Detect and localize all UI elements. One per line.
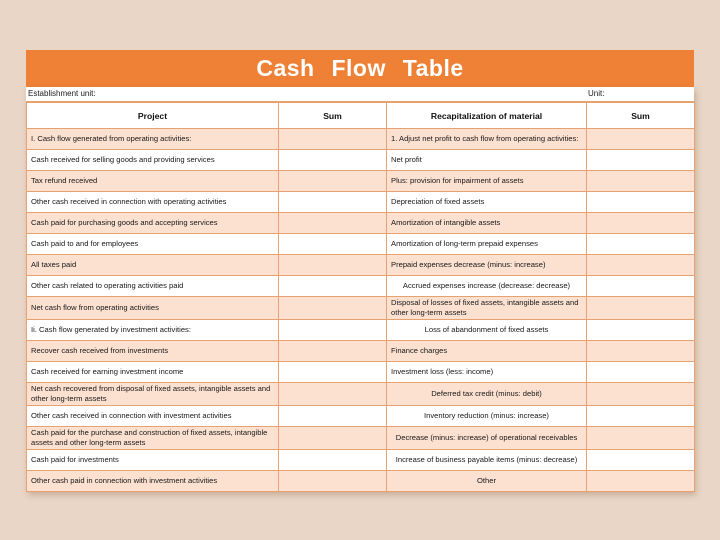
recap-cell: Decrease (minus: increase) of operational receivables xyxy=(387,427,587,450)
recap-cell: Accrued expenses increase (decrease: decrease) xyxy=(387,276,587,297)
recap-cell: Prepaid expenses decrease (minus: increase) xyxy=(387,255,587,276)
project-cell: Cash paid for the purchase and construction of fixed assets, intangible assets and other long-term assets xyxy=(27,427,279,450)
column-header-recapitalization: Recapitalization of material xyxy=(387,103,587,129)
recap-cell: Amortization of intangible assets xyxy=(387,213,587,234)
project-sum-cell[interactable] xyxy=(279,471,387,492)
title-banner xyxy=(26,50,694,87)
project-sum-cell[interactable] xyxy=(279,213,387,234)
project-cell: Net cash flow from operating activities xyxy=(27,297,279,320)
table-row xyxy=(27,362,695,383)
project-cell: Cash paid for purchasing goods and accepting services xyxy=(27,213,279,234)
project-cell: Other cash received in connection with operating activities xyxy=(27,192,279,213)
recap-sum-cell[interactable] xyxy=(587,362,695,383)
recap-sum-cell[interactable] xyxy=(587,406,695,427)
unit-label: Unit: xyxy=(588,89,605,98)
column-header-project: Project xyxy=(27,103,279,129)
table-head xyxy=(27,103,695,129)
recap-cell: Inventory reduction (minus: increase) xyxy=(387,406,587,427)
project-cell: All taxes paid xyxy=(27,255,279,276)
meta-row xyxy=(26,87,694,102)
recap-cell: Finance charges xyxy=(387,341,587,362)
recap-cell: Investment loss (less: income) xyxy=(387,362,587,383)
recap-cell: 1. Adjust net profit to cash flow from operating activities: xyxy=(387,129,587,150)
project-sum-cell[interactable] xyxy=(279,383,387,406)
project-cell: Other cash received in connection with investment activities xyxy=(27,406,279,427)
project-cell: Ii. Cash flow generated by investment activities: xyxy=(27,320,279,341)
recap-cell: Net profit xyxy=(387,150,587,171)
table-row xyxy=(27,129,695,150)
recap-cell: Loss of abandonment of fixed assets xyxy=(387,320,587,341)
recap-cell: Other xyxy=(387,471,587,492)
table-row xyxy=(27,341,695,362)
recap-sum-cell[interactable] xyxy=(587,341,695,362)
table-row xyxy=(27,427,695,450)
table-row xyxy=(27,255,695,276)
recap-sum-cell[interactable] xyxy=(587,383,695,406)
project-sum-cell[interactable] xyxy=(279,320,387,341)
establishment-unit-label: Establishment unit: xyxy=(26,87,586,101)
header-row xyxy=(27,103,695,129)
recap-sum-cell[interactable] xyxy=(587,234,695,255)
project-sum-cell[interactable] xyxy=(279,234,387,255)
project-sum-cell[interactable] xyxy=(279,297,387,320)
table-row xyxy=(27,383,695,406)
cash-flow-table xyxy=(26,102,695,492)
project-cell: Net cash recovered from disposal of fixed assets, intangible assets and other long-term assets xyxy=(27,383,279,406)
table-row xyxy=(27,192,695,213)
project-sum-cell[interactable] xyxy=(279,150,387,171)
recap-sum-cell[interactable] xyxy=(587,276,695,297)
project-cell: Cash paid to and for employees xyxy=(27,234,279,255)
page-title: Cash Flow Table xyxy=(256,55,464,81)
project-sum-cell[interactable] xyxy=(279,406,387,427)
recap-sum-cell[interactable] xyxy=(587,427,695,450)
recap-sum-cell[interactable] xyxy=(587,213,695,234)
table-row xyxy=(27,471,695,492)
project-cell: Other cash paid in connection with investment activities xyxy=(27,471,279,492)
recap-sum-cell[interactable] xyxy=(587,129,695,150)
table-body xyxy=(27,129,695,492)
project-cell: Other cash related to operating activities paid xyxy=(27,276,279,297)
recap-cell: Plus: provision for impairment of assets xyxy=(387,171,587,192)
project-cell: Cash received for earning investment income xyxy=(27,362,279,383)
recap-cell: Depreciation of fixed assets xyxy=(387,192,587,213)
recap-sum-cell[interactable] xyxy=(587,255,695,276)
project-cell: Recover cash received from investments xyxy=(27,341,279,362)
project-sum-cell[interactable] xyxy=(279,192,387,213)
project-sum-cell[interactable] xyxy=(279,450,387,471)
table-row xyxy=(27,320,695,341)
project-cell: Tax refund received xyxy=(27,171,279,192)
table-row xyxy=(27,171,695,192)
project-cell: Cash received for selling goods and providing services xyxy=(27,150,279,171)
recap-cell: Disposal of losses of fixed assets, intangible assets and other long-term assets xyxy=(387,297,587,320)
recap-sum-cell[interactable] xyxy=(587,150,695,171)
project-sum-cell[interactable] xyxy=(279,129,387,150)
recap-cell: Amortization of long-term prepaid expenses xyxy=(387,234,587,255)
project-sum-cell[interactable] xyxy=(279,276,387,297)
table-row xyxy=(27,406,695,427)
recap-sum-cell[interactable] xyxy=(587,471,695,492)
project-sum-cell[interactable] xyxy=(279,427,387,450)
project-sum-cell[interactable] xyxy=(279,255,387,276)
column-header-sum-right: Sum xyxy=(587,103,695,129)
recap-cell: Deferred tax credit (minus: debit) xyxy=(387,383,587,406)
table-row xyxy=(27,276,695,297)
table-row xyxy=(27,450,695,471)
recap-sum-cell[interactable] xyxy=(587,450,695,471)
table-row xyxy=(27,234,695,255)
project-cell: I. Cash flow generated from operating activities: xyxy=(27,129,279,150)
table-row xyxy=(27,213,695,234)
cash-flow-sheet xyxy=(26,87,694,492)
project-sum-cell[interactable] xyxy=(279,341,387,362)
recap-sum-cell[interactable] xyxy=(587,320,695,341)
project-cell: Cash paid for investments xyxy=(27,450,279,471)
recap-sum-cell[interactable] xyxy=(587,297,695,320)
project-sum-cell[interactable] xyxy=(279,362,387,383)
table-row xyxy=(27,297,695,320)
recap-sum-cell[interactable] xyxy=(587,171,695,192)
table-row xyxy=(27,150,695,171)
recap-cell: Increase of business payable items (minus: decrease) xyxy=(387,450,587,471)
recap-sum-cell[interactable] xyxy=(587,192,695,213)
column-header-sum-left: Sum xyxy=(279,103,387,129)
project-sum-cell[interactable] xyxy=(279,171,387,192)
